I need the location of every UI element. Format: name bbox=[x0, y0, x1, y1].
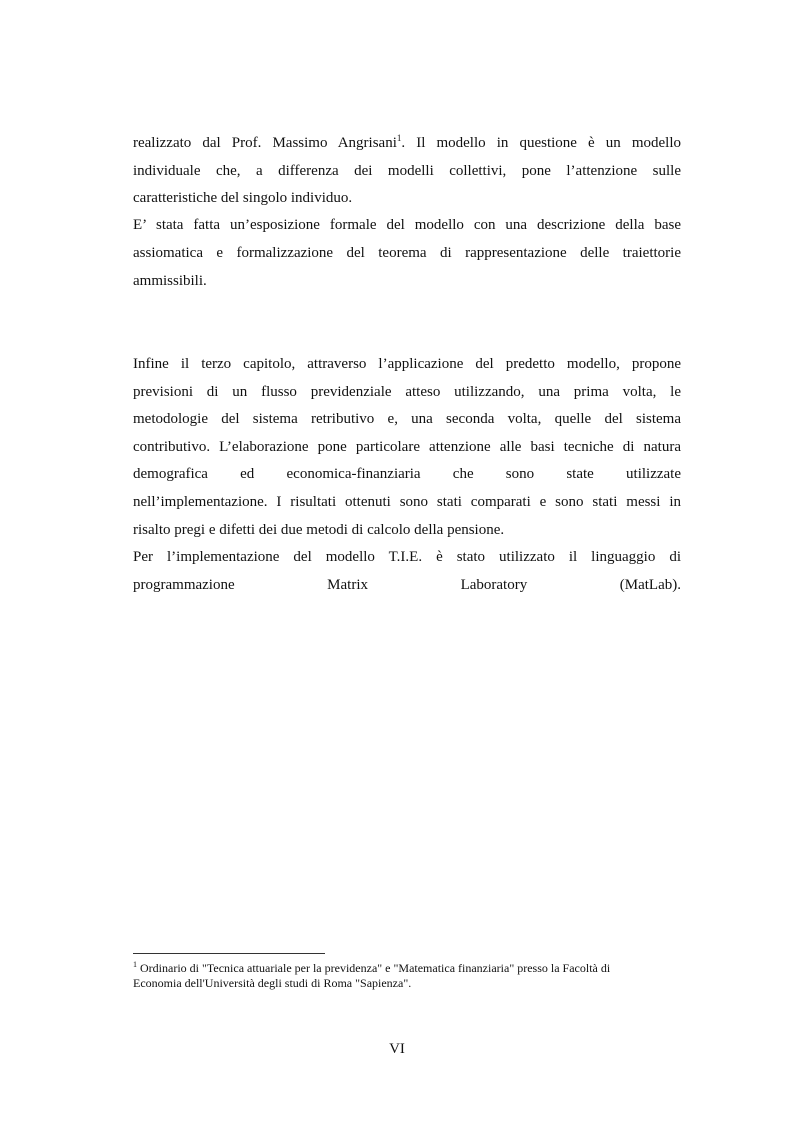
body-text-line: E’ stata fatta un’esposizione formale del modello con una descrizione della base bbox=[133, 217, 681, 233]
body-text-line: ammissibili. bbox=[133, 273, 207, 289]
body-text-segment: . Il modello in questione è un modello bbox=[401, 135, 682, 151]
body-text-line: metodologie del sistema retributivo e, una seconda volta, quelle del sistema bbox=[133, 411, 681, 427]
footnote-text: Ordinario di "Tecnica attuariale per la previdenza" e "Matematica finanziaria" presso la Facoltà di bbox=[137, 961, 611, 975]
body-text-line: Per l’implementazione del modello T.I.E. è stato utilizzato il linguaggio di bbox=[133, 549, 681, 565]
footnote-mark: 1 bbox=[133, 960, 137, 969]
body-text-line: contributivo. L’elaborazione pone particolare attenzione alle basi tecniche di natura bbox=[133, 439, 681, 455]
body-text-line: risalto pregi e difetti dei due metodi di calcolo della pensione. bbox=[133, 522, 505, 538]
footnote-line: Economia dell'Università degli studi di Roma "Sapienza". bbox=[133, 976, 412, 990]
body-text-line bbox=[133, 134, 681, 152]
body-text-line: Infine il terzo capitolo, attraverso l’applicazione del predetto modello, propone bbox=[133, 356, 681, 372]
body-text-line: caratteristiche del singolo individuo. bbox=[133, 190, 353, 206]
body-text-segment: realizzato dal Prof. Massimo Angrisani bbox=[133, 135, 397, 151]
body-text-line: individuale che, a differenza dei modelli collettivi, pone l’attenzione sulle bbox=[133, 163, 681, 179]
footnote-reference[interactable]: 1 bbox=[396, 133, 402, 143]
body-text-line: previsioni di un flusso previdenziale atteso utilizzando, una prima volta, le bbox=[133, 384, 681, 400]
body-text-line: nell’implementazione. I risultati ottenuti sono stati comparati e sono stati messi in bbox=[133, 494, 681, 510]
footnote-line bbox=[133, 961, 681, 975]
page-number: VI bbox=[389, 1041, 405, 1057]
body-text-line: demografica ed economica-finanziaria che sono state utilizzate bbox=[133, 466, 681, 482]
body-text-line: assiomatica e formalizzazione del teorema di rappresentazione delle traiettorie bbox=[133, 245, 681, 261]
footnote-separator bbox=[133, 953, 325, 954]
body-text-line: programmazione Matrix Laboratory (MatLab). bbox=[133, 577, 681, 593]
